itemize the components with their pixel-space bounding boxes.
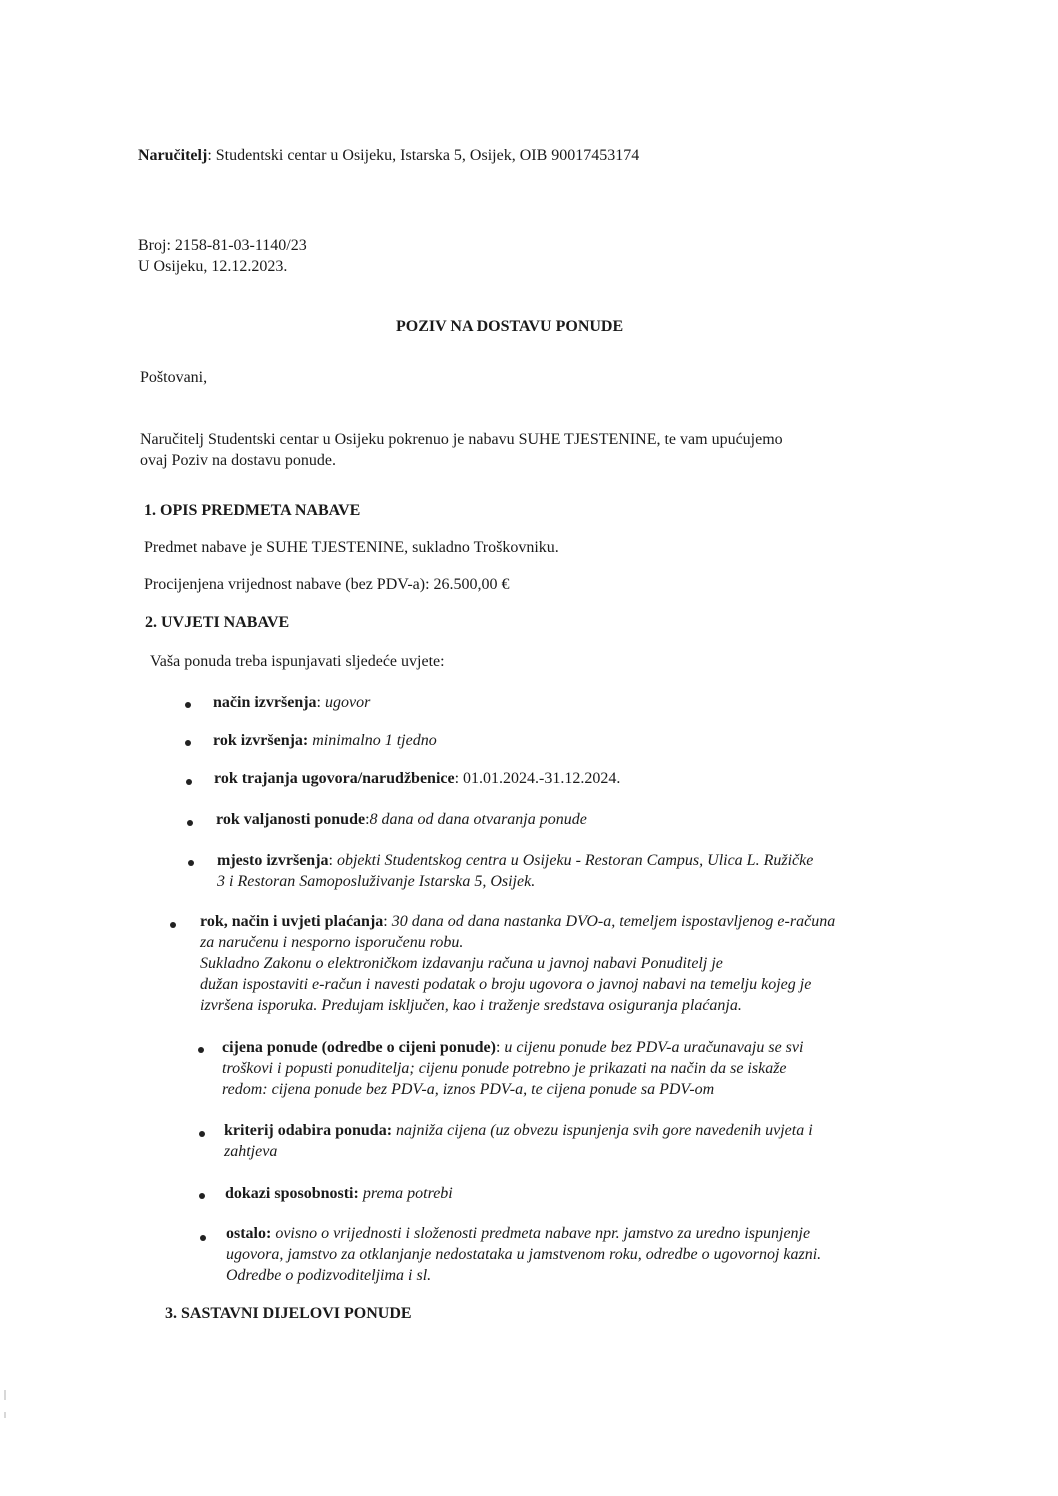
condition-continuation: troškovi i popusti ponuditelja; cijenu ponude potrebno je prikazati na način da se iskaže — [222, 1060, 787, 1077]
bullet-icon — [200, 1235, 206, 1241]
bullet-icon — [170, 922, 176, 928]
bullet-icon — [186, 779, 192, 785]
condition-value: objekti Studentskog centra u Osijeku - Restoran Campus, Ulica L. Ružičke — [336, 852, 814, 869]
condition-value: najniža cijena (uz obvezu ispunjenja svih gore navedenih uvjeta i — [396, 1122, 813, 1139]
condition-label: kriterij odabira ponuda: — [224, 1122, 393, 1139]
condition-label: mjesto izvršenja — [217, 852, 329, 869]
condition-value: ugovor — [325, 694, 371, 711]
condition-item — [213, 693, 370, 713]
condition-continuation: ugovora, jamstvo za otklanjanje nedostataka u jamstvenom roku, odredbe o ugovornoj kazni. — [226, 1246, 822, 1263]
condition-label: rok, način i uvjeti plaćanja — [200, 913, 384, 930]
condition-label: rok trajanja ugovora/narudžbenice — [214, 770, 455, 787]
condition-continuation: Odredbe o podizvoditeljima i sl. — [226, 1267, 432, 1284]
condition-value: 01.01.2024.-31.12.2024. — [463, 770, 621, 787]
section-2-heading: 2. UVJETI NABAVE — [145, 614, 290, 631]
condition-item — [226, 1224, 810, 1244]
section-1-subject: Predmet nabave je SUHE TJESTENINE, sukladno Troškovniku. — [144, 539, 559, 556]
scan-artifact — [4, 1412, 6, 1418]
section-1-heading: 1. OPIS PREDMETA NABAVE — [144, 502, 361, 519]
contracting-authority-text: : Studentski centar u Osijeku, Istarska 5, Osijek, OIB 90017453174 — [207, 147, 640, 164]
condition-continuation: redom: cijena ponude bez PDV-a, iznos PDV-a, te cijena ponude sa PDV-om — [222, 1081, 715, 1098]
condition-value: 8 dana od dana otvaranja ponude — [369, 811, 587, 828]
condition-label: ostalo: — [226, 1225, 272, 1242]
condition-item — [216, 810, 587, 830]
place-date: U Osijeku, 12.12.2023. — [138, 258, 288, 275]
condition-sep: : — [495, 1039, 505, 1056]
document-title: POZIV NA DOSTAVU PONUDE — [396, 318, 624, 335]
condition-value: prema potrebi — [362, 1185, 453, 1202]
condition-item — [225, 1184, 453, 1204]
bullet-icon — [188, 860, 194, 866]
condition-item — [217, 851, 813, 871]
section-2-intro: Vaša ponuda treba ispunjavati sljedeće uvjete: — [150, 653, 445, 670]
contracting-authority-line — [138, 146, 639, 166]
condition-sep: : — [454, 770, 464, 787]
greeting: Poštovani, — [140, 369, 208, 386]
intro-line-2: ovaj Poziv na dostavu ponude. — [140, 452, 336, 469]
condition-item — [214, 769, 620, 789]
bullet-icon — [198, 1047, 204, 1053]
scan-artifact — [4, 1390, 6, 1400]
condition-sep: : — [365, 811, 370, 828]
condition-sep: : — [316, 694, 325, 711]
intro-line-1: Naručitelj Studentski centar u Osijeku pokrenuo je nabavu SUHE TJESTENINE, te vam upućujemo — [140, 431, 783, 448]
bullet-icon — [185, 702, 191, 708]
condition-continuation: dužan ispostaviti e-račun i navesti podatak o broju ugovora o javnoj nabavi na temelju kojeg je — [200, 976, 812, 993]
section-3-heading: 3. SASTAVNI DIJELOVI PONUDE — [165, 1305, 412, 1322]
section-1-estimated-value: Procijenjena vrijednost nabave (bez PDV-a): 26.500,00 € — [144, 576, 510, 593]
reference-number: Broj: 2158-81-03-1140/23 — [138, 237, 307, 254]
condition-item — [213, 731, 437, 751]
bullet-icon — [199, 1193, 205, 1199]
condition-sep: : — [328, 852, 337, 869]
bullet-icon — [199, 1131, 205, 1137]
condition-label: rok valjanosti ponude — [216, 811, 366, 828]
bullet-icon — [185, 740, 191, 746]
bullet-icon — [187, 820, 193, 826]
condition-label: način izvršenja — [213, 694, 317, 711]
condition-value: u cijenu ponude bez PDV-a uračunavaju se svi — [504, 1039, 804, 1056]
condition-continuation: 3 i Restoran Samoposluživanje Istarska 5, Osijek. — [217, 873, 536, 890]
condition-label: cijena ponude (odredbe o cijeni ponude) — [222, 1039, 496, 1056]
condition-value: minimalno 1 tjedno — [312, 732, 437, 749]
condition-continuation: Sukladno Zakonu o elektroničkom izdavanju računa u javnoj nabavi Ponuditelj je — [200, 955, 723, 972]
condition-label: rok izvršenja: — [213, 732, 309, 749]
condition-value: ovisno o vrijednosti i složenosti predmeta nabave npr. jamstvo za uredno ispunjenje — [275, 1225, 811, 1242]
condition-sep: : — [383, 913, 392, 930]
condition-item — [222, 1038, 803, 1058]
condition-value: 30 dana od dana nastanka DVO-a, temeljem ispostavljenog e-računa — [391, 913, 836, 930]
condition-continuation: zahtjeva — [224, 1143, 278, 1160]
contracting-authority-label: Naručitelj — [138, 147, 208, 164]
condition-continuation: izvršena isporuka. Predujam isključen, kao i traženje sredstava osiguranja plaćanja. — [200, 997, 742, 1014]
condition-continuation: za naručenu i nesporno isporučenu robu. — [200, 934, 464, 951]
condition-item — [200, 912, 835, 932]
condition-label: dokazi sposobnosti: — [225, 1185, 359, 1202]
condition-item — [224, 1121, 813, 1141]
